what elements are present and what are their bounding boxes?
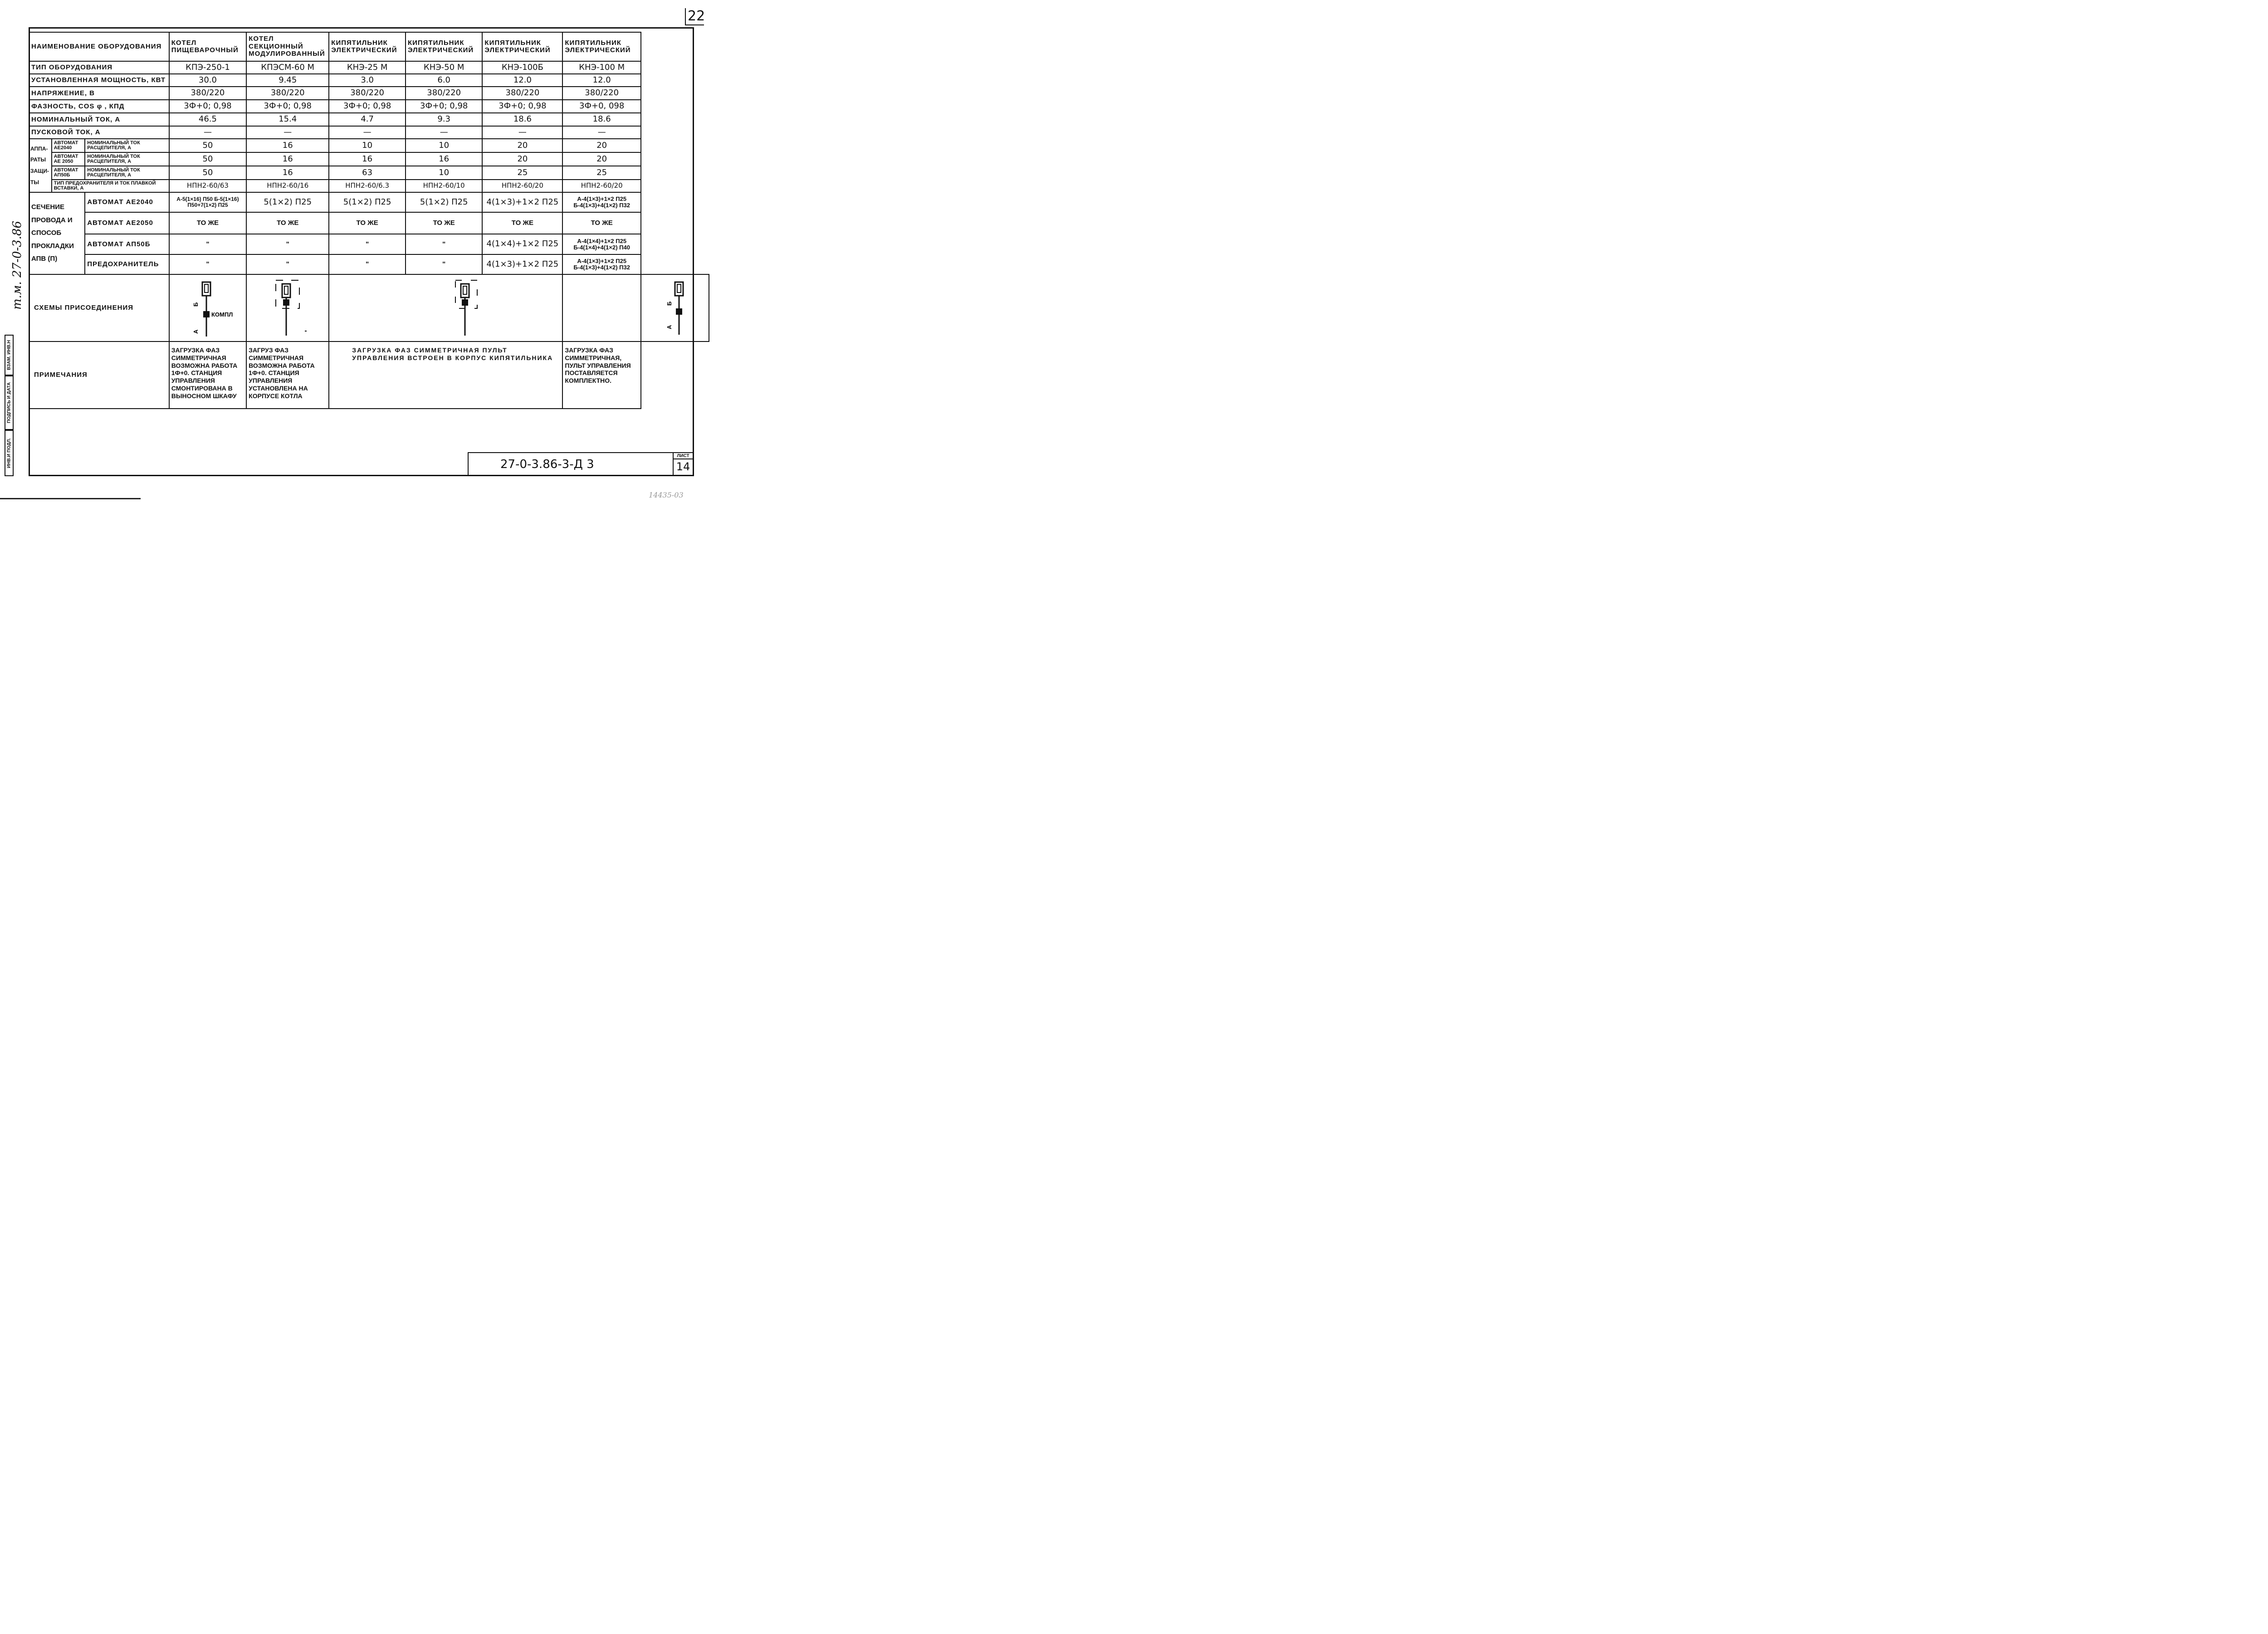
- cell: ": [169, 254, 246, 274]
- section-row: [29, 254, 709, 274]
- cell: 5(1×2) П25: [246, 192, 329, 212]
- cell: —: [406, 126, 482, 139]
- section-label: СЕЧЕНИЕ ПРОВОДА И СПОСОБ ПРОКЛАДКИ АПВ (П): [29, 192, 85, 274]
- scheme-letter-b: Б: [192, 302, 199, 307]
- cell: —: [246, 126, 329, 139]
- schemes-row: [29, 274, 709, 341]
- cell: КНЭ-50 М: [406, 61, 482, 74]
- table-row: [29, 87, 709, 100]
- scheme-cell: [169, 274, 246, 341]
- connection-diagram: [643, 278, 707, 337]
- cell: ТО ЖЕ: [482, 212, 562, 234]
- table-row: [29, 74, 709, 87]
- cell: ": [246, 234, 329, 254]
- row-label: ПУСКОВОЙ ТОК, А: [29, 126, 169, 139]
- device-label: АВТОМАТ АЕ2040: [52, 139, 85, 152]
- header-label: НАИМЕНОВАНИЕ ОБОРУДОВАНИЯ: [29, 32, 169, 61]
- cell: 16: [246, 166, 329, 180]
- cell: 3Ф+0; 0,98: [169, 100, 246, 113]
- page-number: 22: [688, 8, 705, 24]
- table-row: [29, 61, 709, 74]
- cell: 50: [169, 166, 246, 180]
- cell: 9.45: [246, 74, 329, 87]
- cell: 3Ф+0; 0,98: [406, 100, 482, 113]
- column-header: КИПЯТИЛЬНИК ЭЛЕКТРИЧЕСКИЙ: [562, 32, 641, 61]
- cell: ": [329, 254, 406, 274]
- cell: 380/220: [562, 87, 641, 100]
- cell: А-4(1×4)+1×2 П25 Б-4(1×4)+4(1×2) П40: [562, 234, 641, 254]
- equipment-table: [29, 32, 709, 409]
- cell: 16: [406, 152, 482, 166]
- cell: 46.5: [169, 113, 246, 126]
- cell: ": [169, 234, 246, 254]
- column-header: КОТЕЛ СЕКЦИОННЫЙ МОДУЛИРОВАННЫЙ: [246, 32, 329, 61]
- group-label-line: РАТЫ: [30, 156, 46, 163]
- scheme-cell: [641, 274, 709, 341]
- scan-line: [0, 498, 141, 499]
- scheme-cell: [562, 274, 641, 341]
- protection-row: [29, 139, 709, 152]
- cell: НПН2-60/20: [482, 180, 562, 192]
- cell: 63: [329, 166, 406, 180]
- sheet-number: 14: [676, 460, 690, 473]
- cell: 4(1×3)+1×2 П25: [482, 192, 562, 212]
- device-label: АВТОМАТ АЕ2050: [85, 212, 169, 234]
- cell: 380/220: [246, 87, 329, 100]
- cell: 16: [246, 152, 329, 166]
- cell: 10: [406, 139, 482, 152]
- row-label: ТИП ОБОРУДОВАНИЯ: [29, 61, 169, 74]
- group-label-line: ЗАЩИ-: [30, 168, 49, 174]
- cell: 3Ф+0; 0,98: [246, 100, 329, 113]
- cell: 20: [562, 139, 641, 152]
- cell: 4(1×4)+1×2 П25: [482, 234, 562, 254]
- side-stamp-replace: [5, 335, 14, 376]
- cell: НПН2-60/20: [562, 180, 641, 192]
- cell: 18.6: [562, 113, 641, 126]
- scheme-letter-a: А: [666, 325, 673, 329]
- row-label: УСТАНОВЛЕННАЯ МОЩНОСТЬ, КВТ: [29, 74, 169, 87]
- cell: 4(1×3)+1×2 П25: [482, 254, 562, 274]
- cell: 380/220: [169, 87, 246, 100]
- cell: 30.0: [169, 74, 246, 87]
- column-header: КИПЯТИЛЬНИК ЭЛЕКТРИЧЕСКИЙ: [482, 32, 562, 61]
- cell: 3Ф+0; 0,98: [482, 100, 562, 113]
- cell: 9.3: [406, 113, 482, 126]
- sheet-code: 27-0-3.86-3-Д 3: [500, 458, 594, 471]
- cell: КПЭ-250-1: [169, 61, 246, 74]
- cell: НПН2-60/6.3: [329, 180, 406, 192]
- cell: 20: [482, 139, 562, 152]
- cell: 25: [562, 166, 641, 180]
- cell: 18.6: [482, 113, 562, 126]
- param-label: НОМИНАЛЬНЫЙ ТОК РАСЦЕПИТЕЛЯ, А: [85, 152, 169, 166]
- cell: 6.0: [406, 74, 482, 87]
- column-header: КИПЯТИЛЬНИК ЭЛЕКТРИЧЕСКИЙ: [329, 32, 406, 61]
- cell: НПН2-60/16: [246, 180, 329, 192]
- scheme-komp: КОМПЛ: [211, 311, 233, 318]
- group-label-line: АППА-: [30, 145, 48, 152]
- cell: 5(1×2) П25: [406, 192, 482, 212]
- cell: 16: [246, 139, 329, 152]
- title-block: [468, 452, 694, 476]
- note-cell: ЗАГРУЗКА ФАЗ СИММЕТРИЧНАЯ ПУЛЬТ УПРАВЛЕНИЯ ВСТРОЕН В КОРПУС КИПЯТИЛЬНИКА: [329, 341, 562, 409]
- protection-group-label: [29, 139, 52, 192]
- side-stamp-inv: [5, 430, 14, 476]
- cell: А-5(1×16) П50 Б-5(1×16) П50+7(1×2) П25: [169, 192, 246, 212]
- device-label: АВТОМАТ АЕ 2050: [52, 152, 85, 166]
- cell: —: [329, 126, 406, 139]
- connection-diagram: [176, 278, 240, 337]
- table-row: [29, 126, 709, 139]
- cell: 3Ф+0; 0,98: [329, 100, 406, 113]
- cell: ": [246, 254, 329, 274]
- cell: 3.0: [329, 74, 406, 87]
- param-label: НОМИНАЛЬНЫЙ ТОК РАСЦЕПИТЕЛЯ, А: [85, 139, 169, 152]
- cell: НПН2-60/10: [406, 180, 482, 192]
- row-label: НАПРЯЖЕНИЕ, В: [29, 87, 169, 100]
- cell: 16: [329, 152, 406, 166]
- scheme-cell: [246, 274, 329, 341]
- cell: ТО ЖЕ: [406, 212, 482, 234]
- scheme-cell: [329, 274, 562, 341]
- cell: —: [482, 126, 562, 139]
- cell: ТО ЖЕ: [169, 212, 246, 234]
- cell: 3Ф+0, 098: [562, 100, 641, 113]
- scheme-letter-a: А: [192, 329, 199, 334]
- header-row: [29, 32, 709, 61]
- cell: 12.0: [562, 74, 641, 87]
- protection-row: [29, 152, 709, 166]
- cell: 380/220: [482, 87, 562, 100]
- side-stamp-sign-label: ПОДПИСЬ И ДАТА: [6, 382, 12, 424]
- cell: 20: [562, 152, 641, 166]
- device-label: АВТОМАТ АП50Б: [85, 234, 169, 254]
- footer-scribble: 14435-03: [649, 491, 684, 499]
- sheet-label: ЛИСТ: [674, 454, 693, 459]
- protection-row: [29, 180, 709, 192]
- cell: —: [169, 126, 246, 139]
- side-stamp-sign: [5, 376, 14, 430]
- cell: 20: [482, 152, 562, 166]
- notes-label: ПРИМЕЧАНИЯ: [29, 341, 169, 409]
- section-row: [29, 192, 709, 212]
- param-label: НОМИНАЛЬНЫЙ ТОК РАСЦЕПИТЕЛЯ, А: [85, 166, 169, 180]
- section-row: [29, 234, 709, 254]
- device-label: АВТОМАТ АЕ2040: [85, 192, 169, 212]
- scheme-letter-b: Б: [666, 301, 673, 306]
- cell: 12.0: [482, 74, 562, 87]
- connection-diagram: [435, 278, 499, 337]
- cell: 380/220: [406, 87, 482, 100]
- column-header: КОТЕЛ ПИЩЕВАРОЧНЫЙ: [169, 32, 246, 61]
- cell: ": [406, 254, 482, 274]
- cell: ТО ЖЕ: [329, 212, 406, 234]
- cell: 50: [169, 139, 246, 152]
- cell: НПН2-60/63: [169, 180, 246, 192]
- cell: 15.4: [246, 113, 329, 126]
- cell: А-4(1×3)+1×2 П25 Б-4(1×3)+4(1×2) П32: [562, 192, 641, 212]
- cell: КНЭ-100Б: [482, 61, 562, 74]
- notes-row: [29, 341, 709, 409]
- cell: 4.7: [329, 113, 406, 126]
- column-header: КИПЯТИЛЬНИК ЭЛЕКТРИЧЕСКИЙ: [406, 32, 482, 61]
- row-label: НОМИНАЛЬНЫЙ ТОК, А: [29, 113, 169, 126]
- cell: ": [406, 234, 482, 254]
- table-row: [29, 113, 709, 126]
- note-cell: ЗАГРУЗ ФАЗ СИММЕТРИЧНАЯ ВОЗМОЖНА РАБОТА 1Ф+0. СТАНЦИЯ УПРАВЛЕНИЯ УСТАНОВЛЕНА НА КОРПУСЕ КОТЛА: [246, 341, 329, 409]
- cell: 380/220: [329, 87, 406, 100]
- cell: 25: [482, 166, 562, 180]
- cell: 10: [406, 166, 482, 180]
- note-cell: ЗАГРУЗКА ФАЗ СИММЕТРИЧНАЯ ВОЗМОЖНА РАБОТА 1Ф+0. СТАНЦИЯ УПРАВЛЕНИЯ СМОНТИРОВАНА В ВЫНОСНОМ ШКАФУ: [169, 341, 246, 409]
- cell: ТО ЖЕ: [246, 212, 329, 234]
- table-row: [29, 100, 709, 113]
- device-label: АВТОМАТ АП50Б: [52, 166, 85, 180]
- cell: —: [562, 126, 641, 139]
- cell: КНЭ-25 М: [329, 61, 406, 74]
- archive-code: т.м. 27-0-3.86: [10, 220, 24, 310]
- cell: 50: [169, 152, 246, 166]
- cell: ": [329, 234, 406, 254]
- group-label-line: ТЫ: [30, 179, 39, 185]
- cell: КПЭСМ-60 М: [246, 61, 329, 74]
- row-label: ФАЗНОСТЬ, COS φ , КПД: [29, 100, 169, 113]
- cell: КНЭ-100 М: [562, 61, 641, 74]
- cell: 10: [329, 139, 406, 152]
- note-cell: ЗАГРУЗКА ФАЗ СИММЕТРИЧНАЯ, ПУЛЬТ УПРАВЛЕНИЯ ПОСТАВЛЯЕТСЯ КОМПЛЕКТНО.: [562, 341, 641, 409]
- device-label: ТИП ПРЕДОХРАНИТЕЛЯ И ТОК ПЛАВКОЙ ВСТАВКИ, А: [52, 180, 169, 192]
- cell: ТО ЖЕ: [562, 212, 641, 234]
- cell: А-4(1×3)+1×2 П25 Б-4(1×3)+4(1×2) П32: [562, 254, 641, 274]
- schemes-label: СХЕМЫ ПРИСОЕДИНЕНИЯ: [29, 274, 169, 341]
- device-label: ПРЕДОХРАНИТЕЛЬ: [85, 254, 169, 274]
- side-stamp-inv-label: ИНВ.И ПОДЛ.: [6, 438, 12, 468]
- cell: 5(1×2) П25: [329, 192, 406, 212]
- section-row: [29, 212, 709, 234]
- protection-row: [29, 166, 709, 180]
- connection-diagram: [256, 278, 319, 337]
- side-stamp-replace-label: ВЗАМ. ИНВ.Н: [6, 340, 12, 371]
